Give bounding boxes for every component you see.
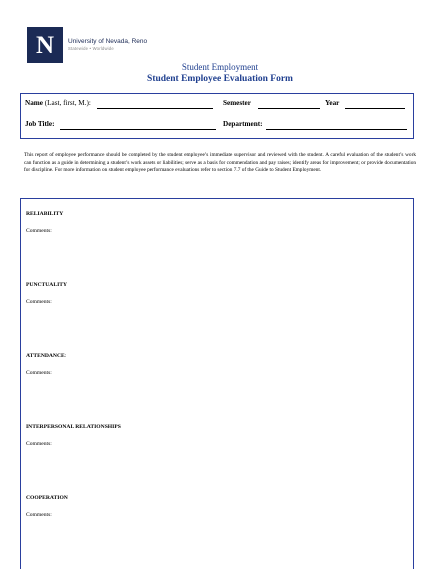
job-title-label: Job Title: [25,120,55,128]
evaluation-box [20,198,414,569]
department-title: Student Employment [181,62,259,72]
section-title: COOPERATION [26,495,68,501]
section-cooperation [26,495,68,518]
info-row-job [25,120,409,130]
name-field[interactable] [97,108,213,109]
employee-info-box [20,93,414,139]
section-title: ATTENDANCE: [26,353,67,359]
intro-paragraph: This report of employee performance should be completed by the student employee’s immediate supervisor and reviewed with the student. A careful evaluation of the student’s work can function as a guide in determining a student’s work assets or liabilities; serve as a basis for commendation and pay raises; identify areas for improvement; or provide documentation for discipline. For more information on student employee performance evaluations refer to section 7.7 of the Guide to Student Employment. [24,152,416,174]
comments-label[interactable]: Comments: [26,227,52,234]
logo-wordmark [68,38,147,52]
year-field[interactable] [345,108,405,109]
job-title-field[interactable] [60,129,216,130]
section-title: PUNCTUALITY [26,282,68,288]
name-label: Name (Last, first, M.): [25,99,91,107]
comments-label[interactable]: Comments: [26,511,52,518]
section-interpersonal [26,424,121,447]
university-tagline: Statewide • Worldwide [68,46,114,51]
form-title: Student Employee Evaluation Form [147,74,293,84]
semester-label: Semester [223,99,251,107]
university-name: University of Nevada, Reno [68,38,148,45]
semester-field[interactable] [258,108,320,109]
section-title: INTERPERSONAL RELATIONSHIPS [26,424,121,430]
university-logo [27,27,147,63]
n-logo-icon: N [27,27,63,63]
department-label: Department: [223,120,263,128]
comments-label[interactable]: Comments: [26,440,52,447]
section-reliability [26,211,63,234]
comments-label[interactable]: Comments: [26,298,52,305]
comments-label[interactable]: Comments: [26,369,52,376]
section-title: RELIABILITY [26,211,64,217]
section-punctuality [26,282,67,305]
section-attendance [26,353,66,376]
department-field[interactable] [266,129,407,130]
info-row-name [25,99,409,109]
year-label: Year [325,99,340,107]
